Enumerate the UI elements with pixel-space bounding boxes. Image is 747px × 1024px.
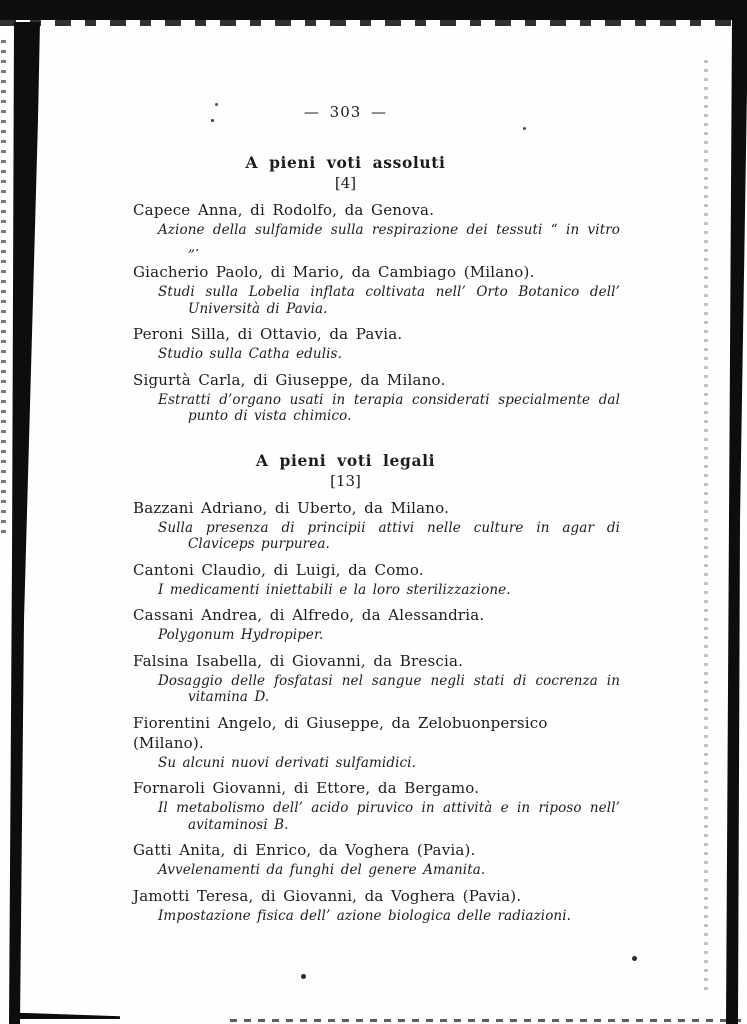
entry-name: Capece Anna, di Rodolfo, da Genova. <box>133 201 435 219</box>
entry-thesis: I medicamenti iniettabili e la loro sterilizzazione. <box>158 581 511 598</box>
entry-thesis: Polygonum Hydropiper. <box>158 627 324 643</box>
scan-artifact-bottom-left-line <box>12 1013 120 1019</box>
entry <box>133 651 620 706</box>
entry-name: Sigurtà Carla, di Giuseppe, da Milano. <box>133 370 446 389</box>
entry <box>133 370 620 425</box>
entry-name: Falsina Isabella, di Giovanni, da Brescia. <box>133 651 464 670</box>
entry-thesis: Dosaggio delle fosfatasi nel sangue negli stati di cocrenza in vitamina D. <box>158 672 620 705</box>
section-count: [13] <box>330 471 361 490</box>
section-a-pieni-voti-legali <box>133 451 620 925</box>
page-content <box>133 103 620 924</box>
entry-thesis: Su alcuni nuovi derivati sulfamidici. <box>158 754 416 771</box>
entry-name: Giacherio Paolo, di Mario, da Cambiago (Milano). <box>133 263 535 281</box>
entry-thesis: Avvelenamenti da funghi del genere Amanita. <box>158 862 486 878</box>
entry <box>133 886 620 925</box>
entry <box>133 840 620 879</box>
entry-thesis: Impostazione fisica dell’ azione biologica delle radiazioni. <box>158 907 572 924</box>
entry-thesis: Il metabolismo dell’ acido piruvico in attività e in riposo nell’ avitaminosi B. <box>158 800 620 833</box>
entry-name: Fiorentini Angelo, di Giuseppe, da Zelobuonpersico (Milano). <box>133 713 548 752</box>
entry <box>133 324 620 363</box>
entry <box>133 605 620 644</box>
scan-artifact-bottom-dots <box>230 1019 747 1022</box>
entry <box>133 200 620 255</box>
scan-artifact-specks <box>0 0 3 3</box>
section-heading: A pieni voti legali <box>255 450 436 470</box>
entry-thesis: Azione della sulfamide sulla respirazione dei tessuti “ in vitro „. <box>158 222 620 255</box>
section-count: [4] <box>334 174 357 192</box>
entry <box>133 560 620 599</box>
entry <box>133 713 620 772</box>
entry-thesis: Studio sulla Catha edulis. <box>158 346 342 362</box>
scan-artifact-right-edge <box>717 0 747 1024</box>
scan-artifact-left-ticks <box>1 40 6 540</box>
section-heading: A pieni voti assoluti <box>245 153 446 172</box>
scan-artifact-right-ticks <box>704 60 708 990</box>
entry-name: Jamotti Teresa, di Giovanni, da Voghera (Pavia). <box>133 886 522 905</box>
entry-name: Cantoni Claudio, di Luigi, da Como. <box>133 560 424 579</box>
scan-artifact-left-binding <box>0 0 45 1024</box>
entry <box>133 498 620 553</box>
entry-name: Gatti Anita, di Enrico, da Voghera (Pavia). <box>133 841 476 859</box>
entry-thesis: Studi sulla Lobelia inflata coltivata nell’ Orto Botanico dell’ Università di Pavia. <box>158 284 620 317</box>
entry-thesis: Sulla presenza di principii attivi nelle culture in agar di Claviceps purpurea. <box>158 519 620 552</box>
entry-name: Cassani Andrea, di Alfredo, da Alessandria. <box>133 606 485 624</box>
scan-artifact-top-edge <box>0 0 747 20</box>
entry-thesis: Estratti d’organo usati in terapia considerati specialmente dal punto di vista chimico. <box>158 391 620 424</box>
page-number: — 303 — <box>303 103 388 121</box>
entry <box>133 778 620 833</box>
entry <box>133 262 620 317</box>
section-a-pieni-voti-assoluti <box>133 153 620 425</box>
entry-name: Bazzani Adriano, di Uberto, da Milano. <box>133 498 450 517</box>
entry-name: Peroni Silla, di Ottavio, da Pavia. <box>133 325 403 343</box>
entry-name: Fornaroli Giovanni, di Ettore, da Bergamo. <box>133 779 480 797</box>
